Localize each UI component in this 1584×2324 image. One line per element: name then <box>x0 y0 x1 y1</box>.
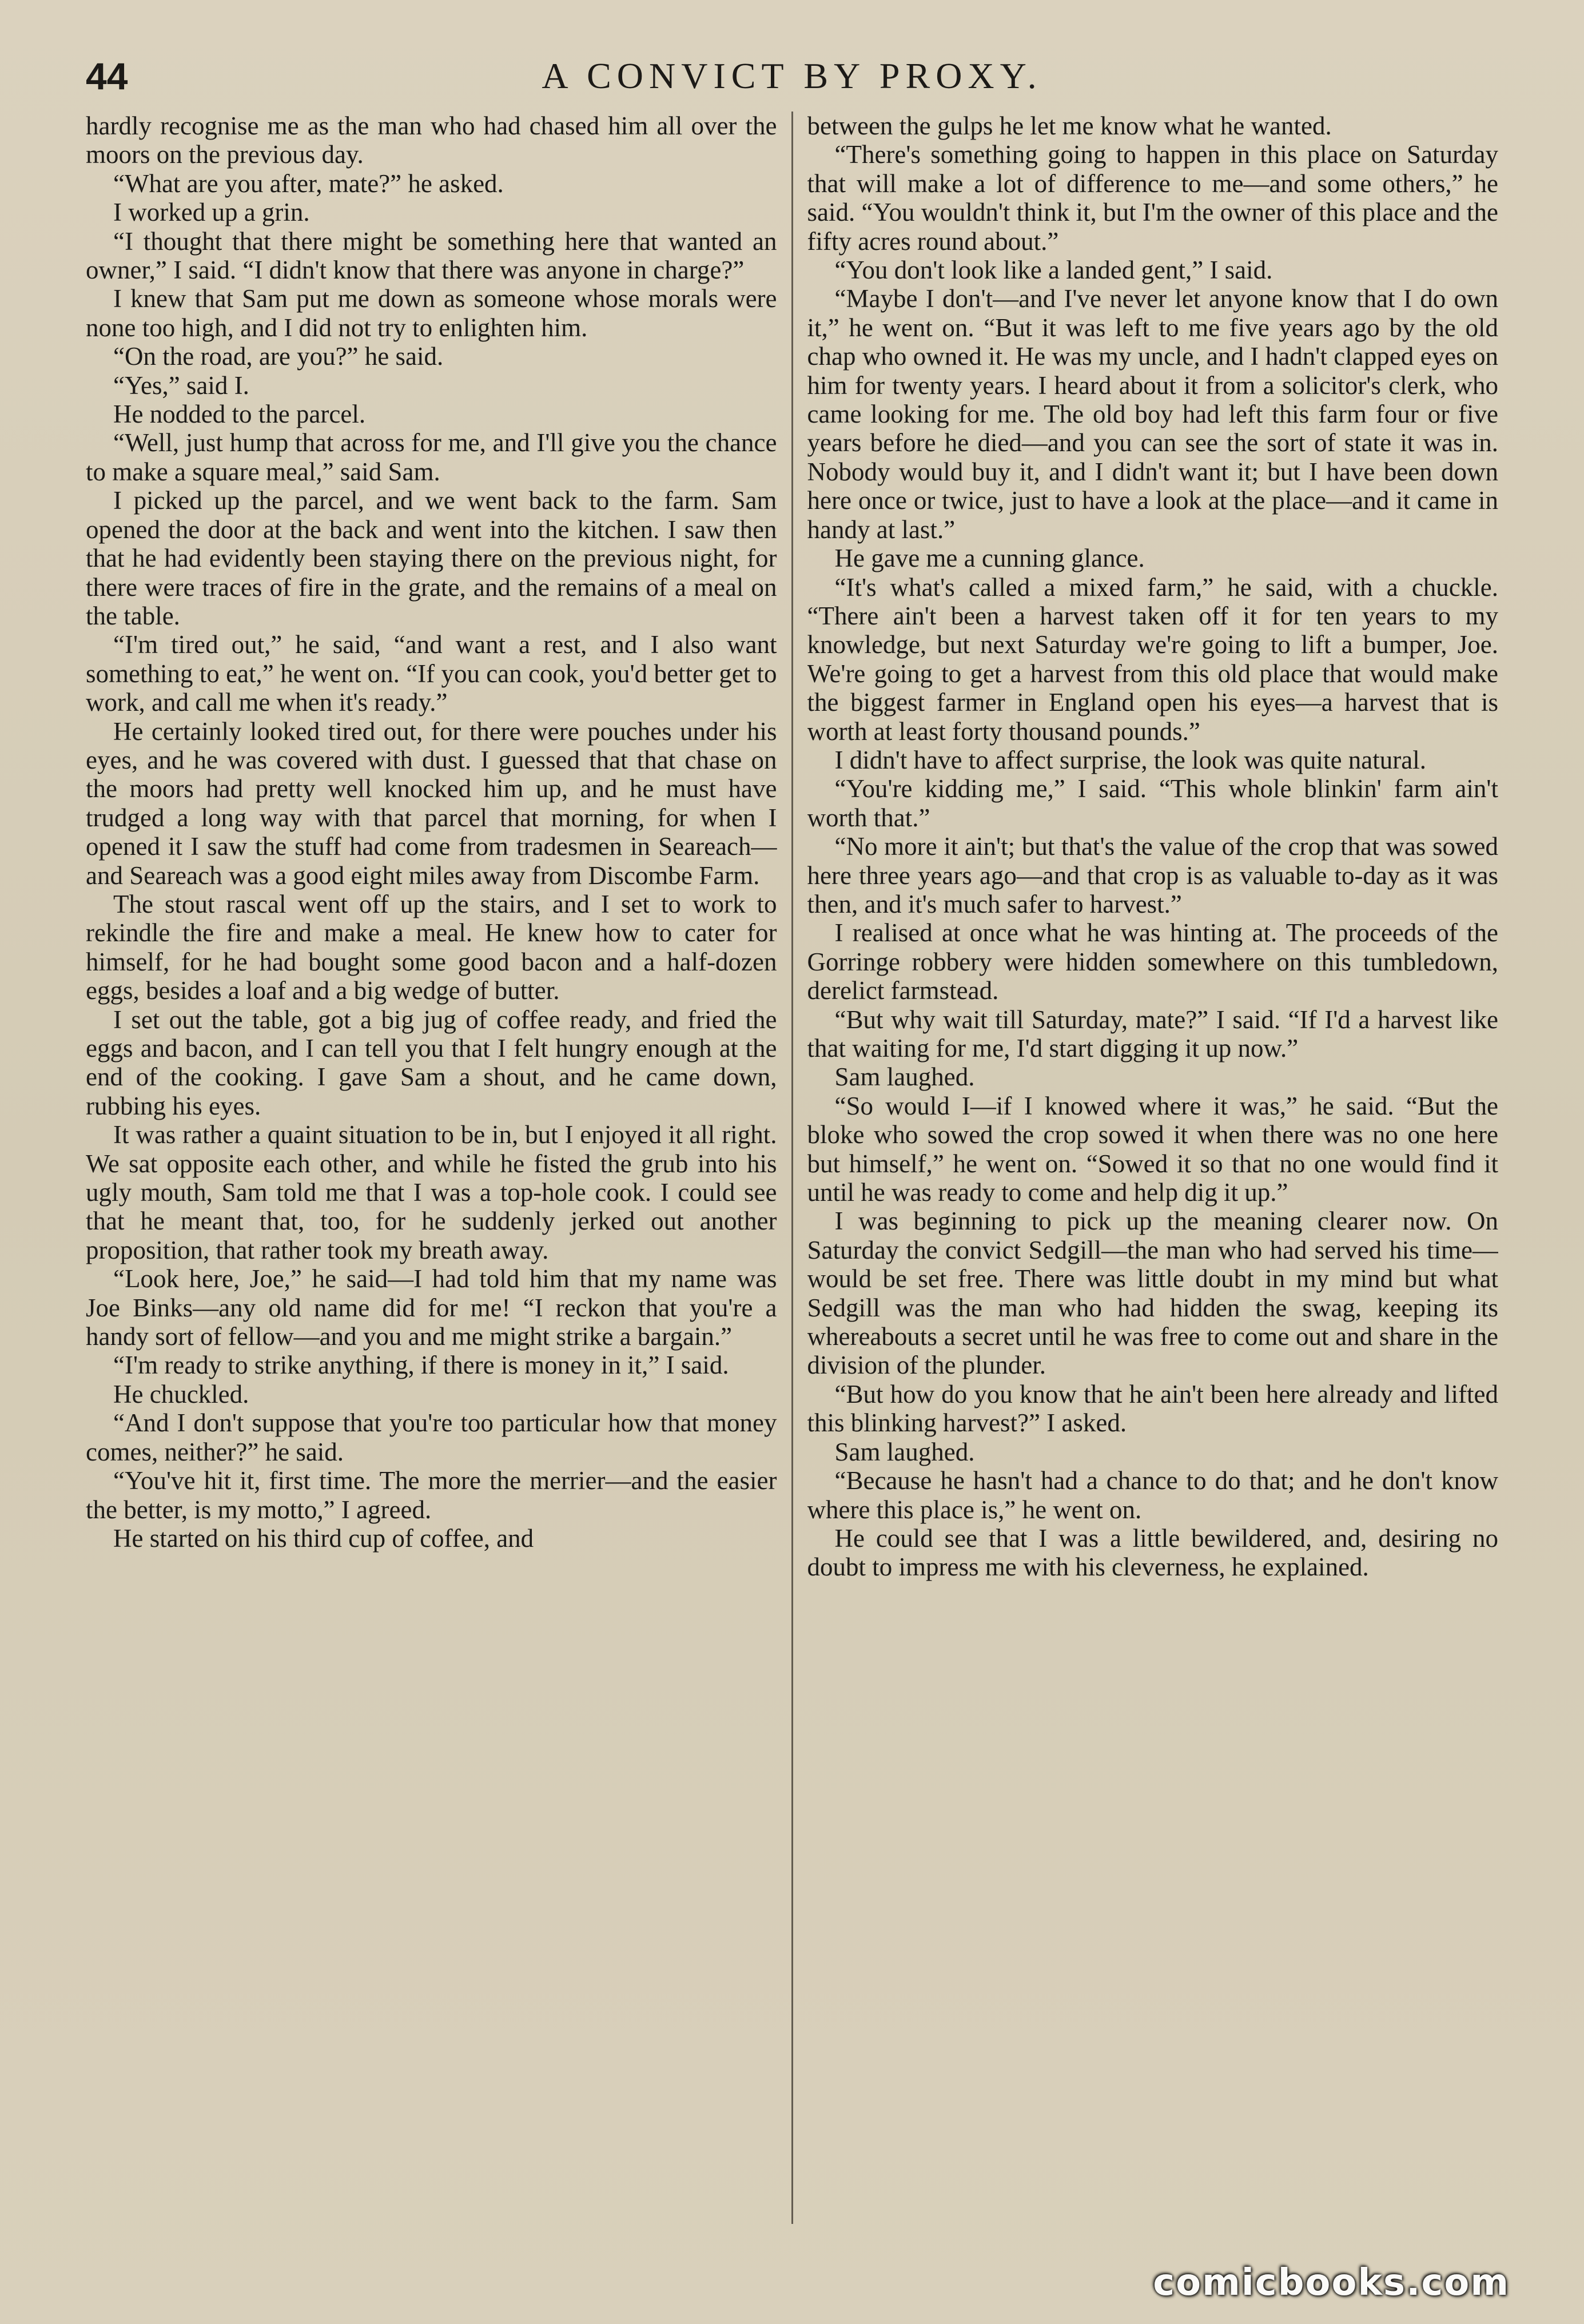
paragraph: He chuckled. <box>113 1379 249 1408</box>
paragraph: “Well, just hump that across for me, and I'll give you the chance to make a square meal,” said Sam. <box>86 428 777 486</box>
paragraph: Sam laughed. <box>834 1437 975 1466</box>
paragraph: “Maybe I don't—and I've never let anyone know that I do own it,” he went on. “But it was left to me five years ago by the old chap who owned it. He was my uncle, and I hadn't clapped eyes on him for twenty years. I heard about it from a solicitor's clerk, who came looking for me. The old boy had left this farm four or five years before he died—and you can see the sort of state it was in. Nobody would buy it, and I didn't want it; but I have been down here once or twice, just to have a look at the place—and it came in handy at last.” <box>807 284 1498 544</box>
column-divider <box>791 112 793 2224</box>
paragraph: “You're kidding me,” I said. “This whole blinkin' farm ain't worth that.” <box>807 774 1498 832</box>
paragraph: I was beginning to pick up the meaning clearer now. On Saturday the convict Sedgill—the man who had served his time—would be set free. There was little doubt in my mind but what Sedgill was the man who had hidden the swag, keeping its whereabouts a secret until he was free to come out and share in the division of the plunder. <box>807 1207 1498 1380</box>
paragraph: between the gulps he let me know what he wanted. <box>807 112 1332 140</box>
watermark: comicbooks.com <box>1153 2262 1510 2304</box>
paragraph: I picked up the parcel, and we went back to the farm. Sam opened the door at the back and went into the kitchen. I saw then that he had evidently been staying there on the previous night, for there were traces of fire in the grate, and the remains of a meal on the table. <box>86 486 777 630</box>
paragraph: He certainly looked tired out, for there were pouches under his eyes, and he was covered with dust. I guessed that that chase on the moors had pretty well knocked him up, and he must have trudged a long way with that parcel that morning, for when I opened it I saw the stuff had come from tradesmen in Seareach—and Seareach was a good eight miles away from Discombe Farm. <box>86 717 777 890</box>
paragraph: I set out the table, got a big jug of coffee ready, and fried the eggs and bacon, and I can tell you that I felt hungry enough at the end of the cooking. I gave Sam a shout, and he came down, rubbing his eyes. <box>86 1005 777 1120</box>
paragraph: It was rather a quaint situation to be in, but I enjoyed it all right. We sat opposite each other, and while he fisted the grub into his ugly mouth, Sam told me that I was a top-hole cook. I could see that he meant that, too, for he suddenly jerked out another proposition, that rather took my breath away. <box>86 1120 777 1264</box>
paragraph: “But why wait till Saturday, mate?” I said. “If I'd a harvest like that waiting for me, I'd start digging it up now.” <box>807 1005 1498 1062</box>
paragraph: “Look here, Joe,” he said—I had told him that my name was Joe Binks—any old name did for me! “I reckon that you're a handy sort of fellow—and you and me might strike a bargain.” <box>86 1264 777 1351</box>
paragraph: “Because he hasn't had a chance to do that; and he don't know where this place is,” he went on. <box>807 1466 1498 1524</box>
paragraph: hardly recognise me as the man who had chased him all over the moors on the previous day. <box>86 112 777 169</box>
paragraph: I worked up a grin. <box>113 198 310 227</box>
paragraph: “But how do you know that he ain't been here already and lifted this blinking harvest?” I asked. <box>807 1379 1498 1438</box>
paragraph: I realised at once what he was hinting at. The proceeds of the Gorringe robbery were hidden somewhere on this tumbledown, derelict farmstead. <box>807 918 1498 1005</box>
paragraph: Sam laughed. <box>834 1062 975 1092</box>
paragraph: “What are you after, mate?” he asked. <box>113 169 504 198</box>
paragraph: “You don't look like a landed gent,” I said. <box>834 256 1273 285</box>
text-columns <box>86 112 1498 2224</box>
paragraph: “I'm ready to strike anything, if there is money in it,” I said. <box>113 1351 729 1380</box>
paragraph: He gave me a cunning glance. <box>834 544 1145 573</box>
page-number: 44 <box>86 55 128 97</box>
paragraph: He could see that I was a little bewildered, and, desiring no doubt to impress me with his cleverness, he explained. <box>807 1523 1498 1582</box>
paragraph: “It's what's called a mixed farm,” he said, with a chuckle. “There ain't been a harvest taken off it for ten years to my knowledge, but next Saturday we're going to lift a bumper, Joe. We're going to get a harvest from this old place that would make the biggest farmer in England open his eyes—a harvest that is worth at least forty thousand pounds.” <box>807 572 1498 746</box>
column-left <box>86 112 777 2224</box>
paragraph: “There's something going to happen in this place on Saturday that will make a lot of difference to me—and some others,” he said. “You wouldn't think it, but I'm the owner of this place and the fifty acres round about.” <box>807 140 1498 256</box>
paragraph: The stout rascal went off up the stairs, and I set to work to rekindle the fire and make a meal. He knew how to cater for himself, for he had bought some good bacon and a half-dozen eggs, besides a loaf and a big wedge of butter. <box>86 889 777 1005</box>
paragraph: “I'm tired out,” he said, “and want a rest, and I also want something to eat,” he went on. “If you can cook, you'd better get to work, and call me when it's ready.” <box>86 630 777 717</box>
paragraph: “On the road, are you?” he said. <box>113 342 444 371</box>
paragraph: He nodded to the parcel. <box>113 400 366 429</box>
paragraph: “I thought that there might be something here that wanted an owner,” I said. “I didn't know that there was anyone in charge?” <box>86 226 777 285</box>
paragraph: “Yes,” said I. <box>113 371 249 400</box>
page-header <box>86 50 1498 102</box>
paragraph: “No more it ain't; but that's the value of the crop that was sowed here three years ago—and that crop is as valuable to-day as it was then, and it's much safer to harvest.” <box>807 832 1498 918</box>
paragraph: I knew that Sam put me down as someone whose morals were none too high, and I did not try to enlighten him. <box>86 284 777 342</box>
paragraph: He started on his third cup of coffee, and <box>113 1523 534 1553</box>
paragraph: I didn't have to affect surprise, the look was quite natural. <box>834 745 1426 774</box>
paragraph: “So would I—if I knowed where it was,” he said. “But the bloke who sowed the crop sowed it when there was no one here but himself,” he went on. “Sowed it so that no one would find it until he was ready to come and help dig it up.” <box>807 1091 1498 1207</box>
paragraph: “You've hit it, first time. The more the merrier—and the easier the better, is my motto,” I agreed. <box>86 1466 777 1524</box>
column-right <box>807 112 1499 2224</box>
paragraph: “And I don't suppose that you're too particular how that money comes, neither?” he said. <box>86 1408 777 1466</box>
running-title: A CONVICT BY PROXY. <box>542 55 1042 96</box>
